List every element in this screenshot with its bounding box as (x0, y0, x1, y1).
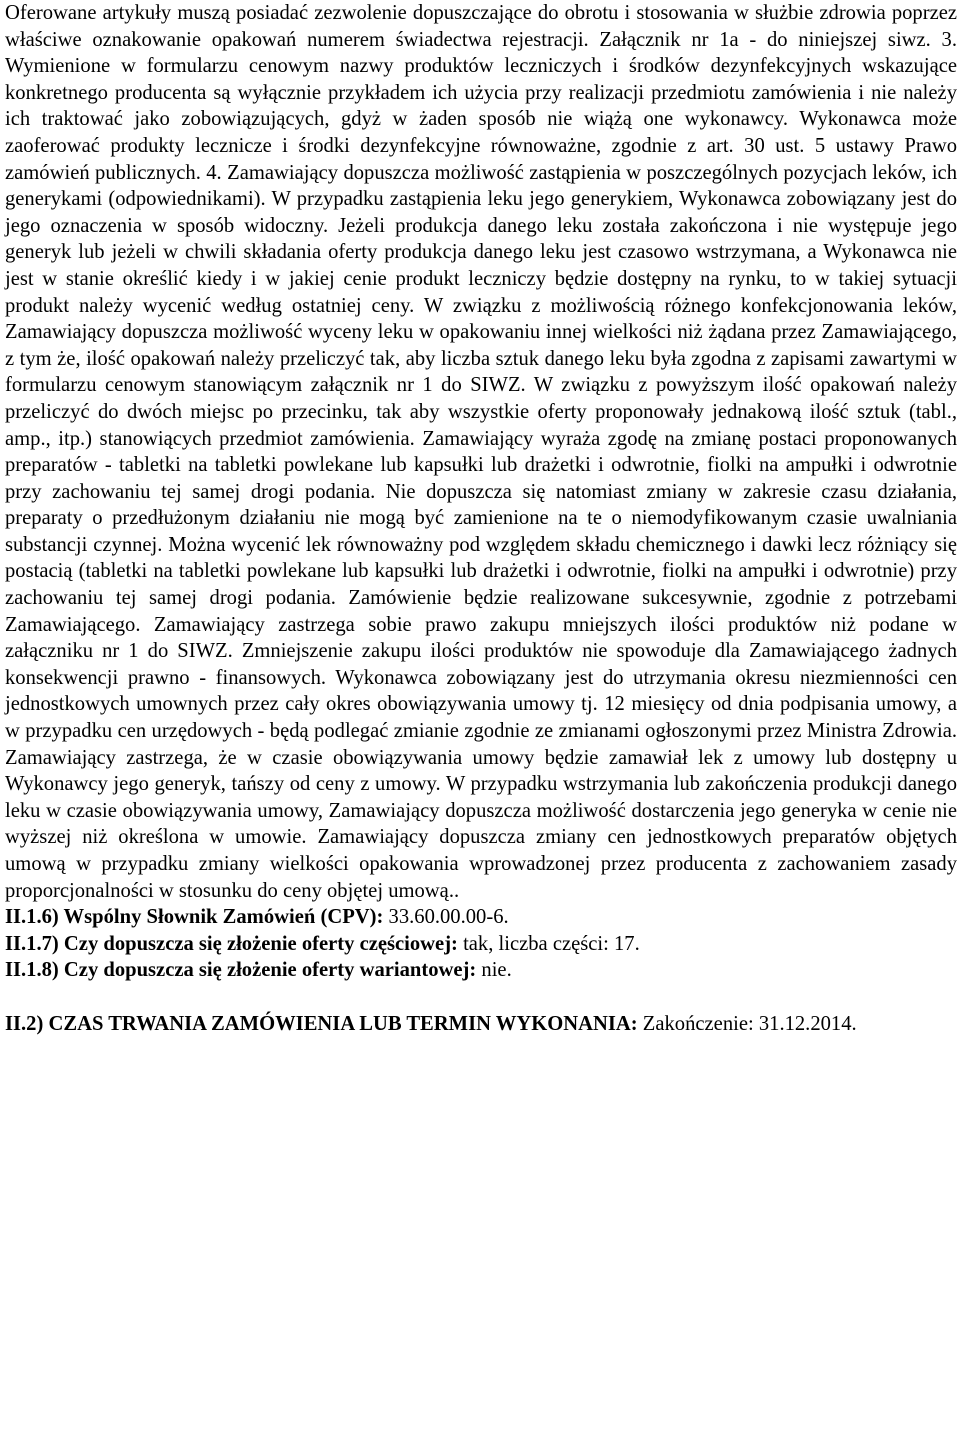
section-item-partial-offer (5, 931, 957, 958)
body-paragraph: Oferowane artykuły muszą posiadać zezwolenie dopuszczające do obrotu i stosowania w służbie zdrowia poprzez właściwe oznakowanie opakowań numerem świadectwa rejestracji. Załącznik nr 1a - do niniejszej siwz. 3. Wymienione w formularzu cenowym nazwy produktów leczniczych i środków dezynfekcyjnych wskazujące konkretnego producenta są wyłącznie przykładem ich użycia przy realizacji przedmiotu zamówienia i nie należy ich traktować jako zobowiązujących, gdyż w żaden sposób nie wiążą one wykonawcy. Wykonawca może zaoferować produkty lecznicze i środki dezynfekcyjne równoważne, zgodnie z art. 30 ust. 5 ustawy Prawo zamówień publicznych. 4. Zamawiający dopuszcza możliwość zastąpienia w poszczególnych pozycjach leków, ich generykami (odpowiednikami). W przypadku zastąpienia leku jego generykiem, Wykonawca zobowiązany jest do jego oznaczenia w sposób widoczny. Jeżeli produkcja danego leku została zakończona i nie występuje jego generyk lub jeżeli w chwili składania oferty produkcja danego leku jest czasowo wstrzymana, a Wykonawca nie jest w stanie określić kiedy i w jakiej cenie produkt leczniczy będzie dostępny na rynku, to w takiej sytuacji produkt należy wycenić według ostatniej ceny. W związku z możliwością różnego konfekcjonowania leków, Zamawiający dopuszcza możliwość wyceny leku w opakowaniu innej wielkości niż żądana przez Zamawiającego, z tym że, ilość opakowań należy przeliczyć tak, aby liczba sztuk danego leku była zgodna z zapisami zawartymi w formularzu cenowym stanowiącym załącznik nr 1 do SIWZ. W związku z powyższym ilość opakowań należy przeliczyć do dwóch miejsc po przecinku, tak aby wszystkie oferty proponowały jednakową ilość sztuk (tabl., amp., itp.) stanowiących przedmiot zamówienia. Zamawiający wyraża zgodę na zmianę postaci proponowanych preparatów - tabletki na tabletki powlekane lub kapsułki lub drażetki i odwrotnie, fiolki na ampułki i odwrotnie przy zachowaniu tej samej drogi podania. Nie dopuszcza się natomiast zmiany w zakresie czasu działania, preparaty o przedłużonym działaniu nie mogą być zamienione na te o niemodyfikowanym czasie uwalniania substancji czynnej. Można wycenić lek równoważny pod względem składu chemicznego i dawki lecz różniący się postacią (tabletki na tabletki powlekane lub kapsułki lub drażetki i odwrotnie, fiolki na ampułki i odwrotnie) przy zachowaniu tej samej drogi podania. Zamówienie będzie realizowane sukcesywnie, zgodnie z potrzebami Zamawiającego. Zamawiający zastrzega sobie prawo zakupu mniejszych ilości produktów niż podane w załączniku nr 1 do SIWZ. Zmniejszenie zakupu ilości produktów nie spowoduje dla Zamawiającego żadnych konsekwencji prawno - finansowych. Wykonawca zobowiązany jest do utrzymania okresu niezmienności cen jednostkowych umownych przez cały okres obowiązywania umowy tj. 12 miesięcy od dnia podpisania umowy, a w przypadku cen urzędowych - będą podlegać zmianie zgodnie ze zmianami ogłoszonymi przez Ministra Zdrowia. Zamawiający zastrzega, że w czasie obowiązywania umowy będzie zamawiał lek z umowy lub dostępny u Wykonawcy jego generyk, tańszy od ceny z umowy. W przypadku wstrzymania lub zakończenia produkcji danego leku w czasie obowiązywania umowy, Zamawiający dopuszcza możliwość dostarczenia jego generyka w cenie nie wyższej niż określona w umowie. Zamawiający dopuszcza zmiany cen jednostkowych preparatów objętych umową w przypadku zmiany wielkości opakowania wprowadzonej przez producenta z zachowaniem zasady proporcjonalności w stosunku do ceny objętej umową.. (5, 2, 957, 902)
section-item-cpv (5, 904, 957, 931)
section-item-value: tak, liczba części: 17. (457, 932, 640, 955)
section-item-label: II.1.6) Wspólny Słownik Zamówień (CPV): (5, 906, 384, 929)
section-duration (5, 1011, 957, 1038)
section-item-label: II.1.8) Czy dopuszcza się złożenie oferty wariantowej: (5, 959, 477, 982)
blank-line (5, 984, 957, 1011)
section-duration-value: Zakończenie: 31.12.2014. (637, 1012, 857, 1035)
section-item-value: 33.60.00.00-6. (383, 906, 509, 929)
document-page (5, 0, 957, 1037)
section-duration-label: II.2) CZAS TRWANIA ZAMÓWIENIA LUB TERMIN WYKONANIA: (5, 1012, 638, 1035)
section-item-label: II.1.7) Czy dopuszcza się złożenie oferty częściowej: (5, 932, 458, 955)
section-item-value: nie. (476, 959, 512, 982)
section-item-variant-offer (5, 957, 957, 984)
